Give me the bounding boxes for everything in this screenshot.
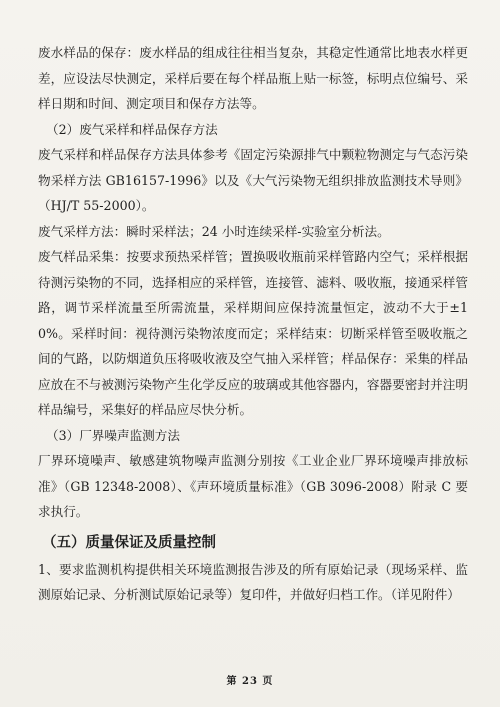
paragraph-wastewater-storage: 废水样品的保存：废水样品的组成往往相当复杂，其稳定性通常比地表水样更差，应设法尽快测定，采样后要在每个样品瓶上贴一标签，标明点位编号、采样日期和时间、测定项目和保存方法等。 (38, 45, 468, 111)
paragraph-noise-method: 厂界环境噪声、敏感建筑物噪声监测分别按《工业企业厂界环境噪声排放标准》（GB 12348-2008）、《声环境质量标准》（GB 3096-2008）附录 C 要求执行。 (38, 453, 468, 519)
paragraph-waste-gas-collection: 废气样品采集：按要求预热采样管；置换吸收瓶前采样管路内空气；采样根据待测污染物的不同，选择相应的采样管，连接管、滤料、吸收瓶，接通采样管路，调节采样流量至所需流量，采样期间应保持流量恒定，波动不大于±10%。采样时间：视待测污染物浓度而定；采样结束：切断采样管至吸收瓶之间的气路，以防烟道负压将吸收液及空气抽入采样管；样品保存：采集的样品应放在不与被测污染物产生化学反应的玻璃或其他容器内，容器要密封并注明样品编号，采集好的样品应尽快分析。 (38, 249, 468, 417)
section-heading-quality: （五）质量保证及质量控制 (42, 534, 216, 551)
paragraph-waste-gas-method: 废气采样方法：瞬时采样法；24 小时连续采样-实验室分析法。 (38, 223, 390, 239)
paragraph-quality: 1、要求监测机构提供相关环境监测报告涉及的所有原始记录（现场采样、监测原始记录、分析测试原始记录等）复印件，并做好归档工作。（详见附件） (38, 561, 468, 602)
page-number: 第 23 页 (226, 676, 274, 687)
heading-noise: （3）厂界噪声监测方法 (46, 427, 180, 443)
paragraph-waste-gas-reference: 废气采样和样品保存方法具体参考《固定污染源排气中颗粒物测定与气态污染物采样方法 GB16157-1996》以及《大气污染物无组织排放监测技术导则》（HJ/T 55-2000）。 (38, 147, 468, 213)
page-body (38, 40, 468, 608)
heading-waste-gas: （2）废气采样和样品保存方法 (46, 121, 218, 137)
